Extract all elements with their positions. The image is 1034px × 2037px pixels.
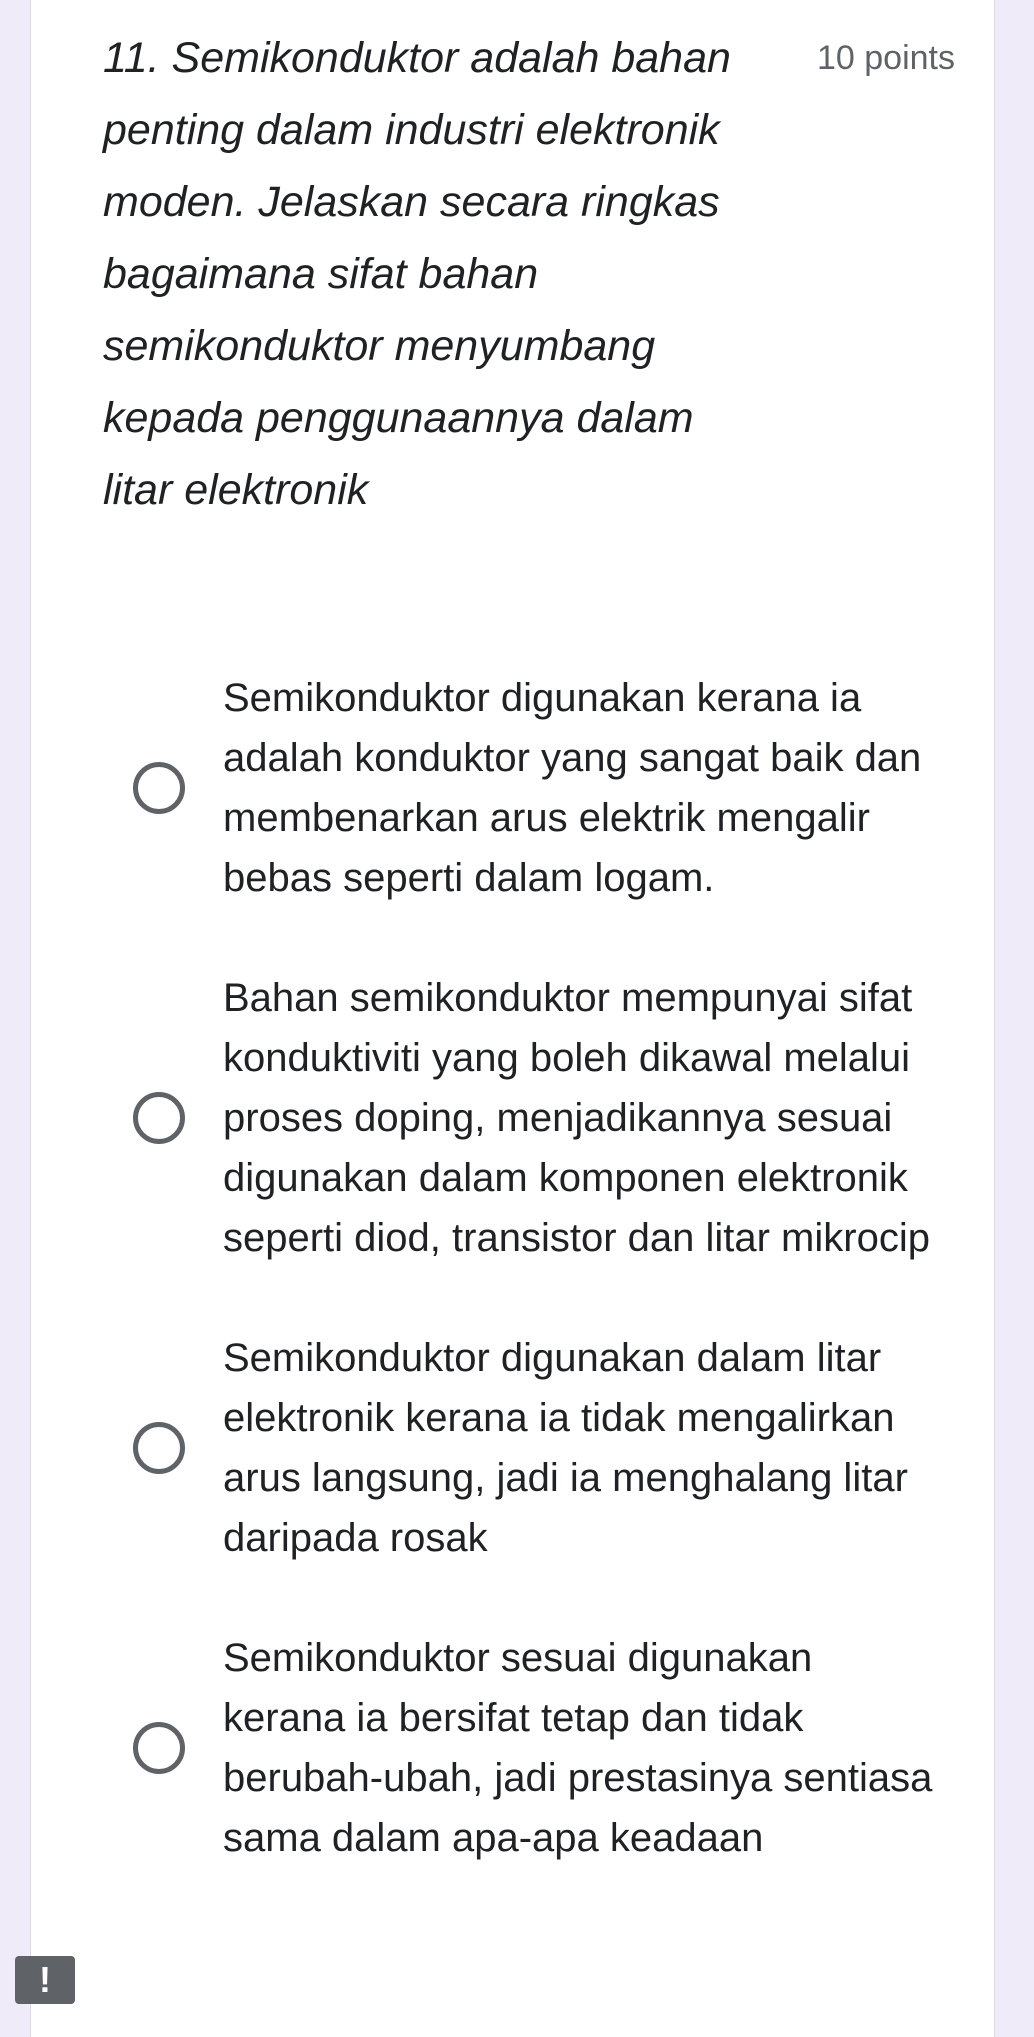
option-3[interactable] [103,1328,955,1568]
option-label: Semikonduktor digunakan dalam litar elektronik kerana ia tidak mengalirkan arus langsung, jadi ia menghalang litar daripada rosak [223,1336,908,1560]
radio-button[interactable] [133,1722,185,1774]
radio-button[interactable] [133,762,185,814]
option-2[interactable] [103,968,955,1268]
question-title: 11. Semikonduktor adalah bahan penting dalam industri elektronik moden. Jelaskan secara ringkas bagaimana sifat bahan semikonduktor menyumbang kepada penggunaannya dalam litar elektronik [103,34,731,514]
options-list [103,668,955,1928]
radio-button[interactable] [133,1092,185,1144]
option-label: Semikonduktor sesuai digunakan kerana ia bersifat tetap dan tidak berubah-ubah, jadi prestasinya sentiasa sama dalam apa-apa keadaan [223,1636,933,1860]
option-1[interactable] [103,668,955,908]
radio-button[interactable] [133,1422,185,1474]
alert-icon[interactable]: ! [15,1956,75,2004]
question-header [103,22,955,526]
points-label: 10 points [817,39,955,77]
option-label: Semikonduktor digunakan kerana ia adalah konduktor yang sangat baik dan membenarkan arus elektrik mengalir bebas seperti dalam logam. [223,676,922,900]
question-card [30,0,995,2037]
option-4[interactable] [103,1628,955,1868]
option-label: Bahan semikonduktor mempunyai sifat konduktiviti yang boleh dikawal melalui proses doping, menjadikannya sesuai digunakan dalam komponen elektronik seperti diod, transistor dan litar mikrocip [223,976,930,1260]
